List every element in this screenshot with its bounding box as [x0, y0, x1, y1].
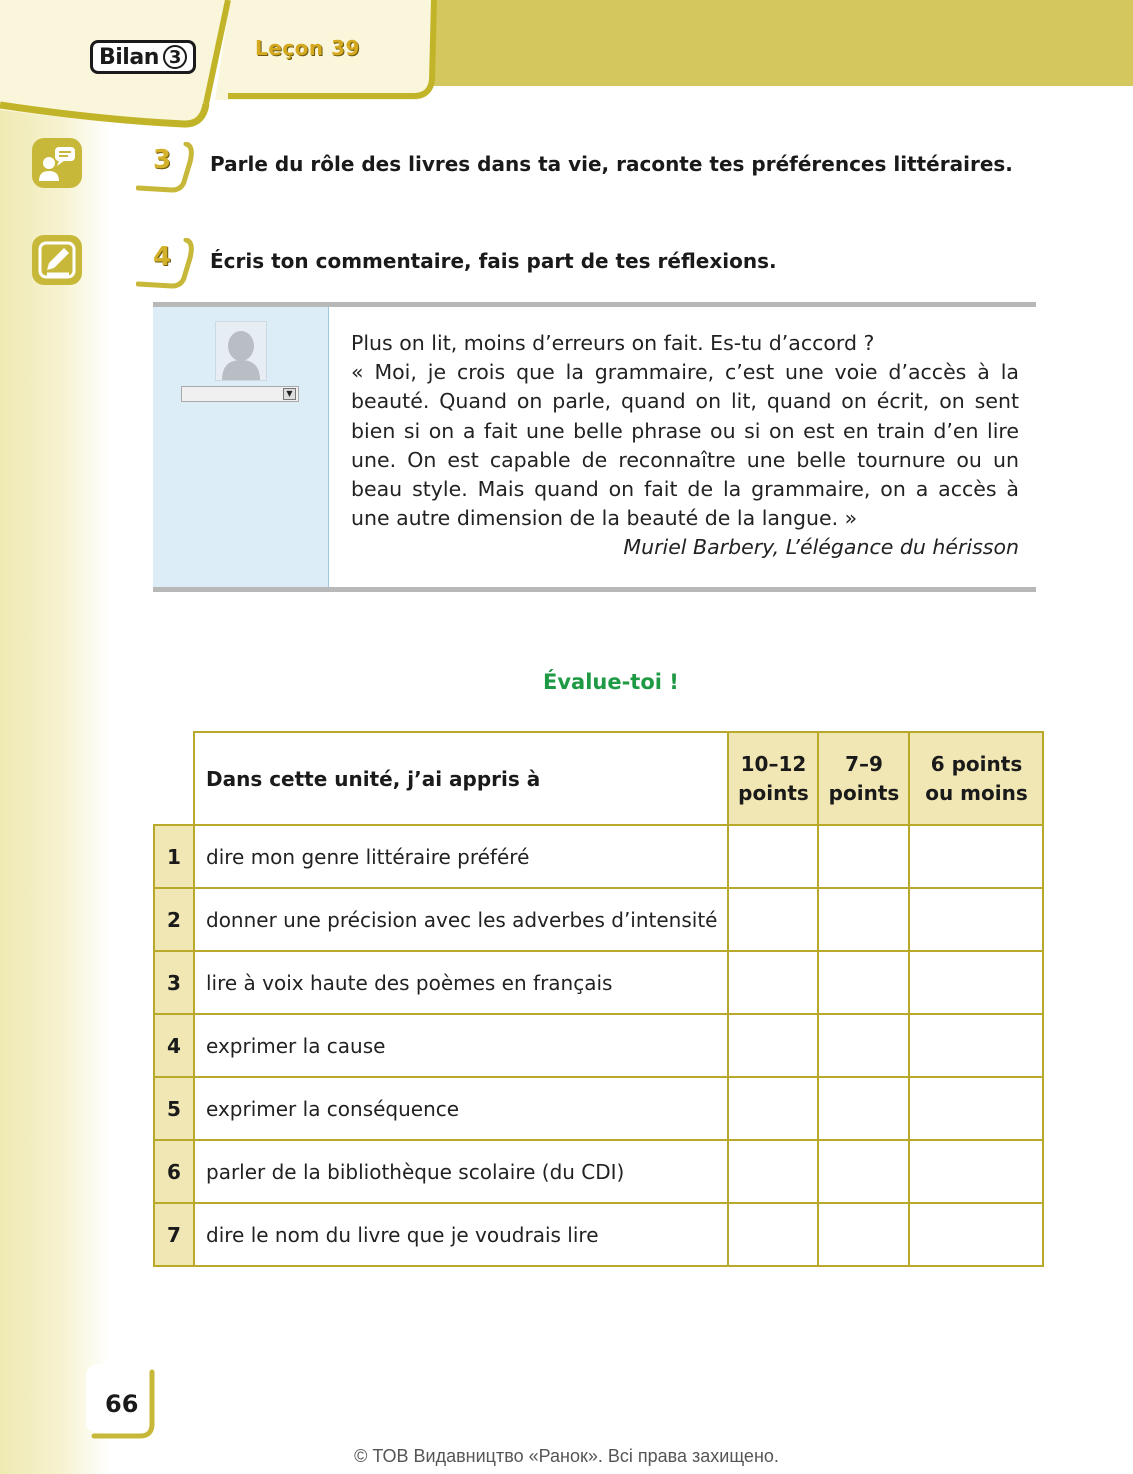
top-band: [420, 0, 1133, 86]
score-cell-high[interactable]: [728, 1203, 818, 1266]
table-header-score-high: [728, 732, 818, 825]
table-header-score-mid: [818, 732, 909, 825]
chevron-down-icon[interactable]: ▼: [283, 388, 296, 400]
exercise-3-number: 3: [153, 145, 172, 175]
score-cell-high[interactable]: [728, 1077, 818, 1140]
score-cell-mid[interactable]: [818, 1140, 909, 1203]
score-cell-low[interactable]: [909, 825, 1043, 888]
row-number: 5: [154, 1077, 194, 1140]
comment-quote: « Moi, je crois que la grammaire, c’est une voie d’accès à la beauté. Quand on parle, quand on lit, quand on écrit, on sent bien si on a fait une belle phrase ou si on est en train d’en lire une. On est capable de reconnaître une belle tournure ou un beau style. Mais quand on fait de la grammaire, on a accès à une autre dimension de la beauté de la langue. »: [351, 360, 1019, 531]
score-low-line2: ou moins: [925, 780, 1028, 805]
row-skill: exprimer la cause: [194, 1014, 728, 1077]
row-number: 7: [154, 1203, 194, 1266]
evaluation-title: Évalue-toi !: [543, 670, 679, 694]
comment-author: Muriel Barbery, L’élégance du hérisson: [623, 535, 1019, 560]
table-row: [154, 1140, 1043, 1203]
exercise-4-number: 4: [153, 242, 172, 272]
score-cell-low[interactable]: [909, 1014, 1043, 1077]
score-cell-high[interactable]: [728, 825, 818, 888]
bilan-number: 3: [163, 45, 187, 69]
lecon-title: Leçon 39: [255, 36, 360, 60]
table-row: [154, 1203, 1043, 1266]
row-number: 3: [154, 951, 194, 1014]
row-skill: exprimer la conséquence: [194, 1077, 728, 1140]
score-cell-high[interactable]: [728, 1014, 818, 1077]
comment-box: [153, 302, 1036, 592]
row-skill: parler de la bibliothèque scolaire (du CDI): [194, 1140, 728, 1203]
exercise-4-text: Écris ton commentaire, fais part de tes réflexions.: [210, 249, 777, 273]
bilan-label: Bilan: [99, 44, 159, 70]
score-cell-high[interactable]: [728, 888, 818, 951]
score-cell-mid[interactable]: [818, 888, 909, 951]
comment-question: Plus on lit, moins d’erreurs on fait. Es-tu d’accord ?: [351, 331, 875, 355]
avatar-placeholder-icon: [215, 321, 267, 381]
speech-bubble-person-icon: [32, 138, 82, 188]
table-header-row: [154, 732, 1043, 825]
score-cell-high[interactable]: [728, 1140, 818, 1203]
table-corner: [154, 732, 194, 825]
score-cell-mid[interactable]: [818, 1014, 909, 1077]
row-skill: dire le nom du livre que je voudrais lire: [194, 1203, 728, 1266]
comment-author-panel: [153, 307, 329, 587]
table-row: [154, 888, 1043, 951]
exercise-3-text: Parle du rôle des livres dans ta vie, raconte tes préférences littéraires.: [210, 152, 1013, 176]
score-cell-low[interactable]: [909, 1077, 1043, 1140]
score-cell-low[interactable]: [909, 951, 1043, 1014]
row-number: 2: [154, 888, 194, 951]
score-cell-mid[interactable]: [818, 1077, 909, 1140]
copyright: © ТОВ Видавництво «Ранок». Всі права захищено.: [354, 1446, 779, 1466]
score-cell-low[interactable]: [909, 1140, 1043, 1203]
score-mid-line1: 7–9: [845, 751, 883, 776]
table-row: [154, 1014, 1043, 1077]
score-mid-line2: points: [828, 780, 900, 805]
row-skill: donner une précision avec les adverbes d’intensité: [194, 888, 728, 951]
score-cell-mid[interactable]: [818, 951, 909, 1014]
table-row: [154, 1077, 1043, 1140]
page-number: 66: [105, 1390, 139, 1418]
score-high-line2: points: [738, 780, 809, 805]
row-number: 1: [154, 825, 194, 888]
evaluation-table: [153, 731, 1044, 1267]
comment-text-area: [329, 307, 1036, 587]
table-header-score-low: [909, 732, 1043, 825]
score-cell-mid[interactable]: [818, 825, 909, 888]
bilan-badge: [90, 40, 196, 74]
header-tab-shape: [0, 0, 440, 140]
author-select[interactable]: [181, 386, 299, 402]
score-high-line1: 10–12: [740, 751, 807, 776]
row-number: 4: [154, 1014, 194, 1077]
row-skill: dire mon genre littéraire préféré: [194, 825, 728, 888]
score-cell-high[interactable]: [728, 951, 818, 1014]
table-row: [154, 951, 1043, 1014]
score-cell-mid[interactable]: [818, 1203, 909, 1266]
table-header-skills: Dans cette unité, j’ai appris à: [194, 732, 728, 825]
row-number: 6: [154, 1140, 194, 1203]
row-skill: lire à voix haute des poèmes en français: [194, 951, 728, 1014]
pencil-icon: [32, 235, 82, 285]
table-row: [154, 825, 1043, 888]
side-strip: [0, 0, 110, 1474]
score-low-line1: 6 points: [930, 751, 1023, 776]
score-cell-low[interactable]: [909, 888, 1043, 951]
score-cell-low[interactable]: [909, 1203, 1043, 1266]
